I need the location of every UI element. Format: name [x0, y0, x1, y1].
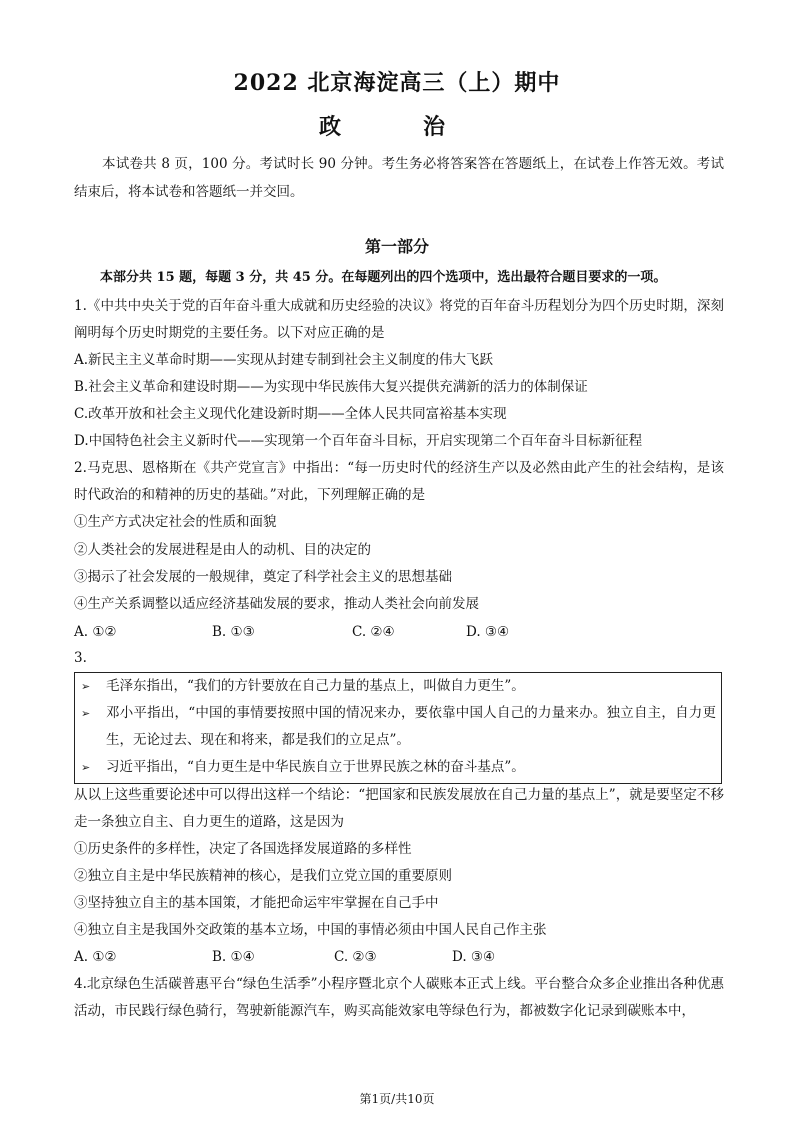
- q3-stem: 从以上这些重要论述中可以得出这样一个结论：“把国家和民族发展放在自己力量的基点上”，就是要坚定不移走一条独立自主、自力更生的道路，这是因为: [74, 787, 724, 830]
- q3-statement-4: ④独立自主是我国外交政策的基本立场，中国的事情必须由中国人民自己作主张: [74, 922, 547, 938]
- q2-stem: 2.马克思、恩格斯在《共产党宣言》中指出：“每一历史时代的经济生产以及必然由此产生的社会结构，是该时代政治的和精神的历史的基础。”对此，下列理解正确的是: [74, 460, 724, 503]
- q3-statement-1: ①历史条件的多样性，决定了各国选择发展道路的多样性: [74, 841, 412, 857]
- q2-choice-d: D. ③④: [466, 624, 510, 640]
- q3-choice-b: B. ①④: [212, 949, 255, 965]
- arrow-bullet-icon: ➢: [81, 761, 91, 774]
- q3-number: 3.: [74, 650, 87, 666]
- q3-choice-a: A. ①②: [74, 949, 117, 965]
- arrow-bullet-icon: ➢: [81, 707, 91, 720]
- page-number: 第1页/共10页: [359, 1092, 435, 1106]
- q2-choice-b: B. ①③: [212, 624, 255, 640]
- subject-title: 政 治: [318, 114, 475, 140]
- exam-instructions: 本试卷共 8 页，100 分。考试时长 90 分钟。考生务必将答案答在答题纸上，在试卷上作答无效。考试结束后，将本试卷和答题纸一并交回。: [74, 156, 724, 200]
- q1-option-c: C.改革开放和社会主义现代化建设新时期——全体人民共同富裕基本实现: [74, 406, 507, 422]
- q3-choice-c: C. ②③: [334, 949, 377, 965]
- part-one-title: 第一部分: [364, 237, 429, 256]
- q3-quote-1-text: 毛泽东指出，“我们的方针要放在自己力量的基点上，叫做自力更生”。: [106, 678, 525, 694]
- q3-statement-3: ③坚持独立自主的基本国策，才能把命运牢牢掌握在自己手中: [74, 895, 439, 911]
- q2-statement-1: ①生产方式决定社会的性质和面貌: [74, 514, 277, 530]
- part-one-description: 本部分共 15 题，每题 3 分，共 45 分。在每题列出的四个选项中，选出最符合题目要求的一项。: [100, 270, 667, 285]
- q1-option-a: A.新民主主义革命时期——实现从封建专制到社会主义制度的伟大飞跃: [74, 352, 494, 368]
- q2-choice-a: A. ①②: [74, 624, 117, 640]
- q4-stem: 4.北京绿色生活碳普惠平台“绿色生活季”小程序暨北京个人碳账本正式上线。平台整合众多企业推出各种优惠活动，市民践行绿色骑行，驾驶新能源汽车，购买高能效家电等绿色行为，都被数字化记录到碳账本中，: [74, 976, 724, 1019]
- q1-stem: 1.《中共中央关于党的百年奋斗重大成就和历史经验的决议》将党的百年奋斗历程划分为四个历史时期，深刻阐明每个历史时期党的主要任务。以下对应正确的是: [74, 298, 724, 341]
- q1-option-b: B.社会主义革命和建设时期——为实现中华民族伟大复兴提供充满新的活力的体制保证: [74, 379, 588, 395]
- q3-statement-2: ②独立自主是中华民族精神的核心，是我们立党立国的重要原则: [74, 868, 452, 884]
- q2-statement-3: ③揭示了社会发展的一般规律，奠定了科学社会主义的思想基础: [74, 569, 452, 585]
- q2-statement-2: ②人类社会的发展进程是由人的动机、目的决定的: [74, 542, 371, 558]
- q2-statement-4: ④生产关系调整以适应经济基础发展的要求，推动人类社会向前发展: [74, 596, 479, 612]
- q3-choice-d: D. ③④: [452, 949, 496, 965]
- q2-choice-c: C. ②④: [352, 624, 395, 640]
- arrow-bullet-icon: ➢: [81, 680, 91, 693]
- q3-quote-2-text: 邓小平指出，“中国的事情要按照中国的情况来办，要依靠中国人自己的力量来办。独立自主，自力更生，无论过去、现在和将来，都是我们的立足点”。: [106, 705, 716, 748]
- q3-quote-3-text: 习近平指出，“自力更生是中华民族自立于世界民族之林的奋斗基点”。: [106, 759, 525, 775]
- exam-title: 2022 北京海淀高三（上）期中: [233, 70, 561, 96]
- q1-option-d: D.中国特色社会主义新时代——实现第一个百年奋斗目标，开启实现第二个百年奋斗目标新征程: [74, 433, 643, 449]
- q3-quote-box: [74, 672, 722, 784]
